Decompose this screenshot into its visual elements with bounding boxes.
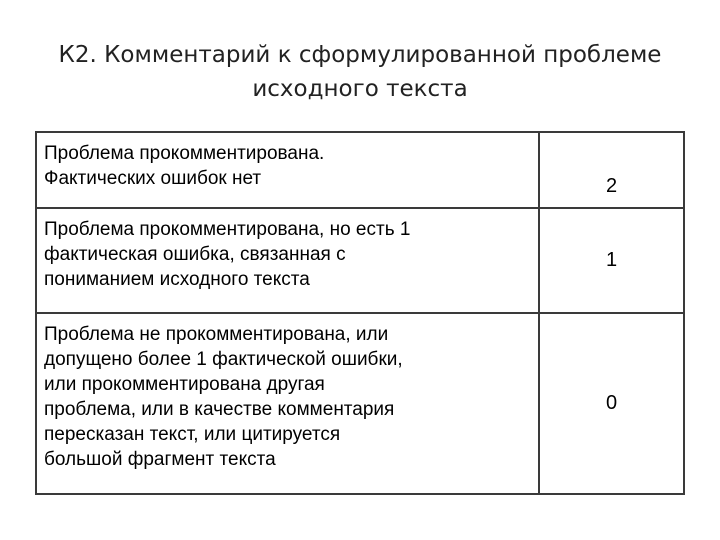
criterion-score: 0	[539, 313, 684, 494]
criterion-text-line: Фактических ошибок нет	[44, 168, 262, 189]
criterion-text-line: большой фрагмент текста	[44, 449, 276, 470]
criterion-score: 2	[539, 132, 684, 208]
criterion-text-line: проблема, или в качестве комментария	[44, 399, 395, 420]
criteria-table	[35, 131, 685, 495]
slide-title-line-2: исходного текста	[252, 76, 468, 102]
criterion-text-line: Проблема прокомментирована, но есть 1	[44, 219, 411, 240]
criterion-description	[36, 208, 539, 313]
table-row	[36, 208, 684, 313]
criterion-score: 1	[539, 208, 684, 313]
table-row	[36, 132, 684, 208]
table-row	[36, 313, 684, 494]
criterion-text-line: фактическая ошибка, связанная с	[44, 244, 346, 265]
slide-title-line-1: К2. Комментарий к сформулированной проблеме	[58, 42, 662, 68]
criterion-text-line: Проблема не прокомментирована, или	[44, 324, 389, 345]
criterion-text-line: или прокомментирована другая	[44, 374, 325, 395]
criterion-text-line: пересказан текст, или цитируется	[44, 424, 341, 445]
criterion-text-line: допущено более 1 фактической ошибки,	[44, 349, 403, 370]
criterion-description	[36, 132, 539, 208]
criterion-text-line: Проблема прокомментирована.	[44, 143, 325, 164]
slide-title	[0, 38, 720, 106]
criterion-description	[36, 313, 539, 494]
criterion-text-line: пониманием исходного текста	[44, 269, 310, 290]
